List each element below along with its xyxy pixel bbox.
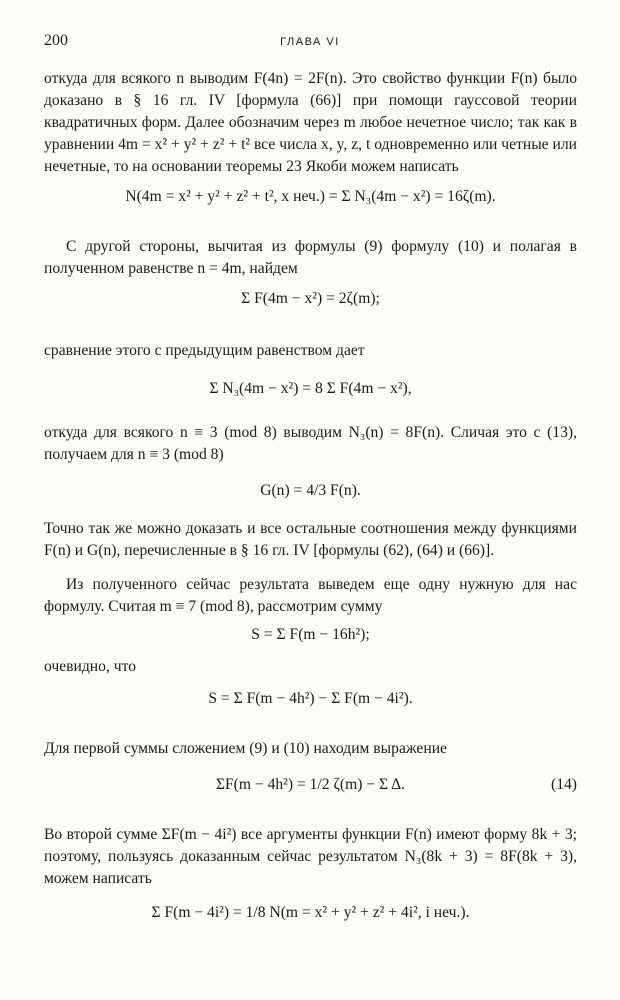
- equation-4: G(n) = 4/3 F(n).: [260, 482, 361, 499]
- paragraph-5: Точно так же можно доказать и все остальные соотношения между функциями F(n) и G(n), перечисленные в § 16 гл. IV [формулы (62), (64) и (66)].: [44, 520, 577, 559]
- paragraph-1: откуда для всякого n выводим F(4n) = 2F(n). Это свойство функции F(n) было доказано в § 16 гл. IV [формула (66)] при помощи гауссовой теории квадратичных форм. Далее обозначим через m любое нечетное число; так как в уравнении 4m = x² + y² + z² + t² все числа x, y, z, t одновременно или четные или нечетные, то на основании теоремы 23 Якоби можем написать: [44, 70, 577, 175]
- chapter-title: ГЛАВА VI: [280, 36, 340, 48]
- paragraph-7: очевидно, что: [44, 658, 136, 675]
- page-number: 200: [44, 32, 68, 49]
- equation-3: Σ N₃(4m − x²) = 8 Σ F(4m − x²),: [209, 380, 412, 397]
- equation-6: S = Σ F(m − 4h²) − Σ F(m − 4i²).: [208, 690, 413, 707]
- equation-number: (14): [551, 776, 577, 793]
- equation-1: N(4m = x² + y² + z² + t², x неч.) = Σ N₃(4m − x²) = 16ζ(m).: [125, 188, 496, 205]
- equation-5: S = Σ F(m − 16h²);: [251, 626, 370, 643]
- equation-7: ΣF(m − 4h²) = 1/2 ζ(m) − Σ Δ.: [215, 776, 406, 793]
- equation-8: Σ F(m − 4i²) = 1/8 N(m = x² + y² + z² + 4i², i неч.).: [151, 904, 470, 921]
- page-header: [44, 30, 576, 52]
- paragraph-3: сравнение этого с предыдущим равенством дает: [44, 342, 365, 359]
- paragraph-4: откуда для всякого n ≡ 3 (mod 8) выводим N₃(n) = 8F(n). Сличая это с (13), получаем для n ≡ 3 (mod 8): [44, 424, 577, 463]
- paragraph-8: Для первой суммы сложением (9) и (10) находим выражение: [44, 740, 447, 757]
- paragraph-9: Во второй сумме ΣF(m − 4i²) все аргументы функции F(n) имеют форму 8k + 3; поэтому, пользуясь доказанным сейчас результатом N₃(8k + 3) = 8F(8k + 3), можем написать: [44, 826, 577, 887]
- paragraph-2: С другой стороны, вычитая из формулы (9) формулу (10) и полагая в полученном равенстве n = 4m, найдем: [44, 238, 577, 277]
- equation-7-row: [44, 774, 577, 796]
- paragraph-6: Из полученного сейчас результата выведем еще одну нужную для нас формулу. Считая m ≡ 7 (mod 8), рассмотрим сумму: [44, 576, 577, 615]
- equation-2: Σ F(4m − x²) = 2ζ(m);: [241, 290, 380, 307]
